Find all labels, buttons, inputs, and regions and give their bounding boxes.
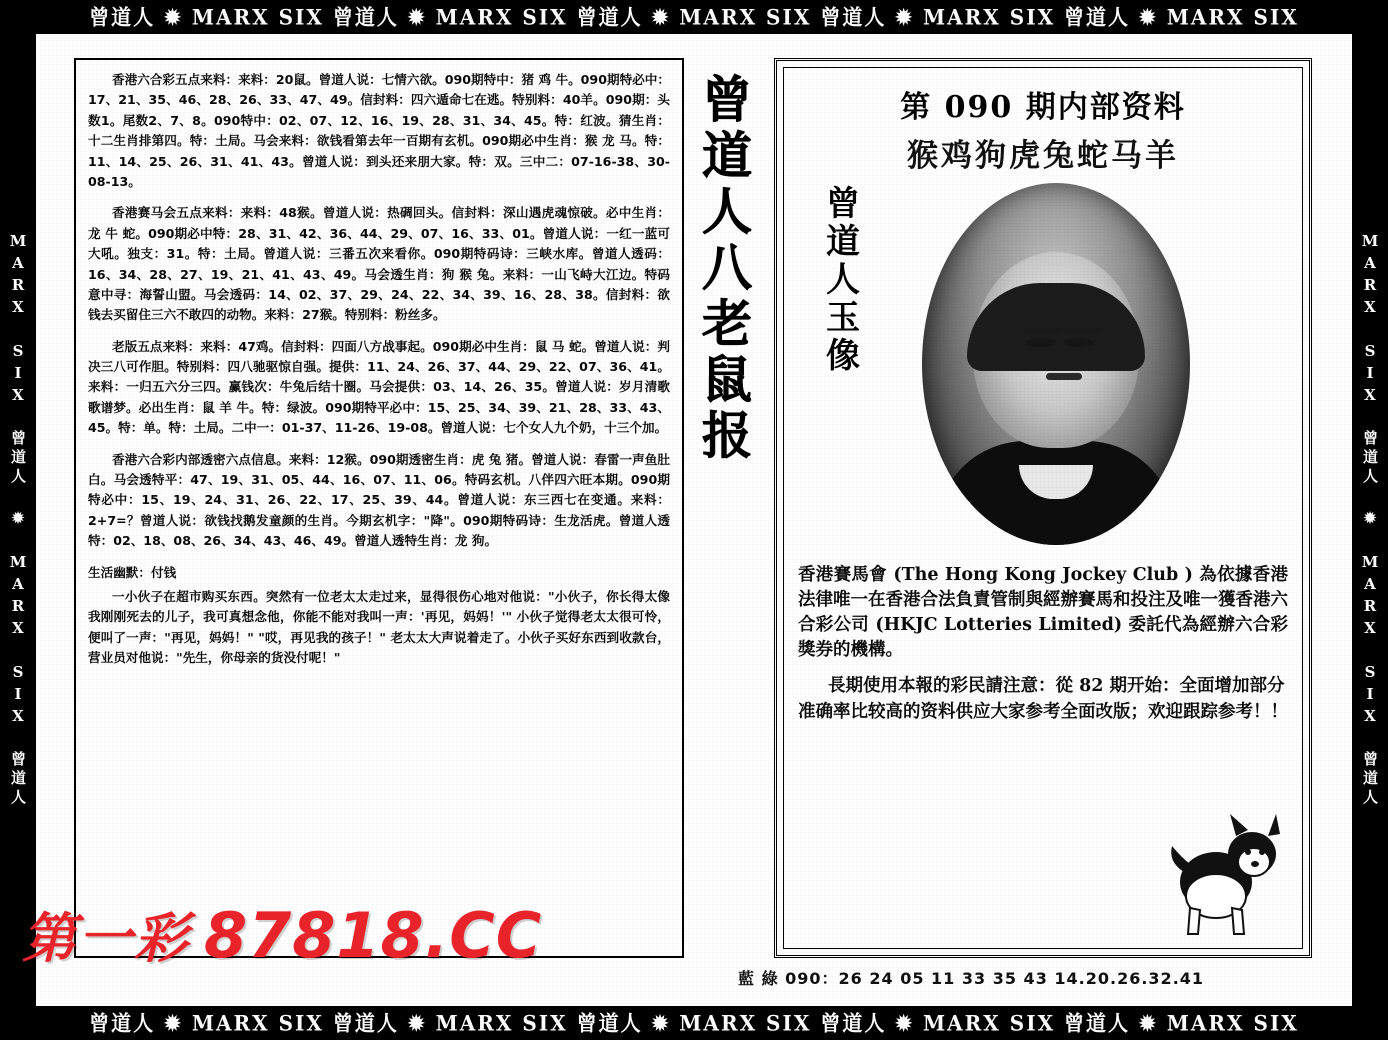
right-panel-inner bbox=[783, 67, 1303, 949]
portrait-brow-right bbox=[1063, 328, 1099, 334]
border-left bbox=[0, 34, 36, 1006]
corgi-dog-icon bbox=[1144, 810, 1294, 940]
vertical-masthead bbox=[690, 58, 764, 958]
portrait-photo bbox=[922, 183, 1190, 545]
portrait-face bbox=[973, 252, 1139, 448]
paragraph-1: 香港六合彩五点来料：来料：20鼠。曾道人说：七情六欲。090期特中：猪 鸡 牛。090期特必中：17、21、35、46、28、26、33、47、49。信封料：四六遁命七在逃。特别料：40羊。090期：头数1。尾数2、7、8。090特中：02、07、12、16、19、28、31、34、45。特：红波。猜生肖：十二生肖排第四。特：土局。马会来料：欲钱看第去年一百期有玄机。090期必中生肖：猴 龙 马。特：11、14、25、26、31、41、43。曾道人说：到头还来朋大家。特：双。三中二：07-16-38、30-08-13。 bbox=[88, 72, 670, 189]
border-right-text: MARX SIX 曾道人 ✹ MARX SIX 曾道人 bbox=[1361, 232, 1379, 808]
zodiac-list: 猴鸡狗虎兔蛇马羊 bbox=[907, 138, 1179, 174]
portrait-block bbox=[796, 181, 1290, 553]
vertical-masthead-text: 曾道人 八老鼠报 bbox=[702, 70, 752, 465]
paragraph-4: 香港六合彩内部透密六点信息。来料：12猴。090期透密生肖：虎 兔 猪。曾道人说：春雷一声鱼肚白。马会透特平：47、19、31、05、44、16、07、11、06。特码玄机。八伴四六旺本期。090期特必中：15、19、24、31、26、22、17、25、39、44。曾道人说：东三西七在变通。来料：2+7=？曾道人说：欲钱找鹅发童颜的生肖。今期玄机字："降"。090期特码诗：生龙活虎。曾道人透特：02、18、08、26、34、43、46、49。曾道人透特生肖：龙 狗。 bbox=[88, 451, 670, 549]
notice-text: 長期使用本報的彩民請注意：從 82 期开始：全面增加部分准确率比较高的资料供应大家参考全面改版；欢迎跟踪参考！！ bbox=[798, 676, 1288, 722]
paragraph-3: 老版五点来料：来料：47鸡。信封料：四面八方战事起。090期必中生肖：鼠 马 蛇。曾道人说：判决三八可作胆。特别料：四八驰驱惊自强。提供：11、24、26、37、44、29、22、07、36、41。来料：一归五六分三四。赢钱次：牛兔后结十圈。马会提供：03、14、26、35。曾道人说：岁月清歌歌谱梦。必出生肖：鼠 羊 牛。特：绿波。090期特平必中：15、25、34、39、21、28、33、43、45。特：单。特：土局。二中一：01-37、11-26、19-08。曾道人说：七个女人九个奶，十三个加。 bbox=[88, 338, 670, 436]
jockey-club-text: 香港賽馬會 (The Hong Kong Jockey Club ) 為依據香港法律唯一在香港合法負責管制與經辦賽馬和投注及唯一獲香港六合彩公司 (HKJC Lotteries Limited) 委託代為經辦六合彩獎券的機構。 bbox=[798, 565, 1288, 660]
issue-title: 第 090 期内部资料 bbox=[900, 90, 1186, 125]
border-top-text: 曾道人 ✹ MARX SIX 曾道人 ✹ MARX SIX 曾道人 ✹ MARX SIX 曾道人 ✹ MARX SIX 曾道人 ✹ MARX SIX bbox=[89, 4, 1299, 30]
border-top bbox=[0, 0, 1388, 34]
joke-title: 生活幽默：付钱 bbox=[88, 564, 177, 580]
portrait-hair bbox=[967, 283, 1145, 371]
border-right bbox=[1352, 34, 1388, 1006]
border-left-text: MARX SIX 曾道人 ✹ MARX SIX 曾道人 bbox=[9, 232, 27, 808]
joke-body: 一小伙子在超市购买东西。突然有一位老太太走过来，显得很伤心地对他说："小伙子，你长得太像我刚刚死去的儿子，我可真想念他，你能不能对我叫一声：'再见，妈妈！'" 小伙子觉得老太太很可怜，便叫了一声："再见，妈妈！" "哎，再见我的孩子！" 老太太大声说着走了。小伙子买好东西到收款台，营业员对他说："先生，你母亲的货没付呢！" bbox=[88, 588, 670, 666]
portrait-brow-left bbox=[1023, 328, 1059, 334]
portrait-mouth bbox=[1046, 373, 1082, 380]
border-bottom bbox=[0, 1006, 1388, 1040]
watermark-brand: 第一彩 bbox=[22, 907, 190, 970]
watermark bbox=[22, 896, 542, 973]
page-content bbox=[38, 36, 1350, 1004]
watermark-url: 87818.CC bbox=[204, 899, 543, 972]
border-bottom-text: 曾道人 ✹ MARX SIX 曾道人 ✹ MARX SIX 曾道人 ✹ MARX SIX 曾道人 ✹ MARX SIX 曾道人 ✹ MARX SIX bbox=[89, 1010, 1299, 1036]
left-text-column bbox=[74, 58, 684, 958]
paragraph-2: 香港赛马会五点来料：来料：48猴。曾道人说：热碉回头。信封料：深山遇虎魂惊破。必中生肖：龙 牛 蛇。090期必中特：28、31、42、36、44、29、07、16、33、01。曾道人说：一红一蓝可大吼。独支：31。特：土局。曾道人说：三番五次来看你。090期特码诗：三峡水库。曾道人透码：16、34、28、27、19、21、41、43、49。马会透生肖：狗 猴 兔。来料：一山飞峙大江边。特码意中寻：海誓山盟。马会透码：14、02、37、29、24、22、34、39、16、28、38。信封料：欲钱去买留住三六不敢四的动物。来料：27猴。特别料：粉丝多。 bbox=[88, 205, 670, 323]
right-panel bbox=[774, 58, 1312, 958]
portrait-caption: 曾道人玉像 bbox=[826, 184, 860, 377]
bottom-number-note: 藍 綠 090：26 24 05 11 33 35 43 14.20.26.32.41 bbox=[738, 969, 1205, 988]
